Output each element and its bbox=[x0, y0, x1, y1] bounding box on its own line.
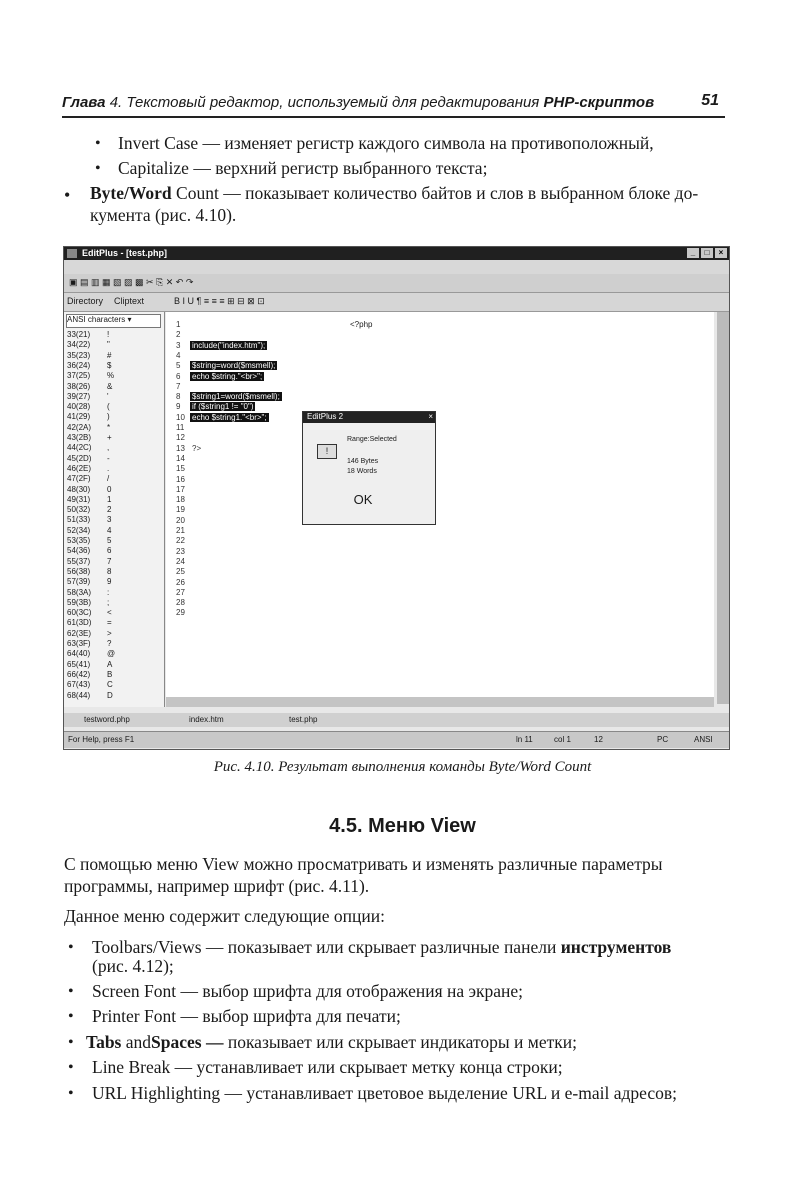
bullet-icon: • bbox=[68, 1008, 74, 1025]
list-item: Invert Case — изменяет регистр каждого символа на противоположный, bbox=[118, 133, 654, 153]
app-icon bbox=[67, 249, 77, 258]
char-code: 38(26) bbox=[67, 381, 91, 391]
char-glyph: ! bbox=[107, 330, 110, 339]
code-text: ?> bbox=[192, 443, 202, 453]
char-code: 60(3C) bbox=[67, 608, 92, 618]
char-code: 57(39) bbox=[67, 577, 91, 587]
line-number: 7 bbox=[176, 381, 181, 391]
char-glyph: < bbox=[107, 608, 112, 618]
char-code: 51(33) bbox=[67, 515, 91, 525]
char-glyph: @ bbox=[107, 649, 116, 659]
char-row[interactable] bbox=[67, 391, 109, 402]
bullet-icon: • bbox=[68, 1059, 74, 1076]
bullet-icon: • bbox=[64, 185, 71, 205]
char-code: 50(32) bbox=[67, 505, 91, 515]
line-number: 14 bbox=[176, 453, 185, 463]
status-count: 12 bbox=[594, 735, 603, 744]
char-glyph: % bbox=[107, 371, 115, 381]
char-row[interactable] bbox=[67, 525, 112, 536]
char-glyph: 2 bbox=[107, 505, 112, 515]
char-code: 35(23) bbox=[67, 350, 91, 360]
char-code: 64(40) bbox=[67, 649, 91, 659]
tab-test[interactable]: test.php bbox=[289, 715, 318, 724]
char-glyph: 1 bbox=[107, 494, 112, 504]
char-row[interactable] bbox=[67, 556, 112, 567]
bullet-icon: • bbox=[68, 983, 74, 1000]
line-number: 21 bbox=[176, 526, 185, 535]
char-code: 66(42) bbox=[67, 669, 91, 679]
char-code: 56(38) bbox=[67, 566, 91, 576]
char-row[interactable] bbox=[67, 505, 112, 515]
char-glyph: # bbox=[107, 350, 112, 360]
char-row[interactable] bbox=[67, 680, 113, 690]
status-help: For Help, press F1 bbox=[68, 735, 135, 744]
line-number: 28 bbox=[176, 598, 185, 608]
char-code: 41(29) bbox=[67, 412, 91, 422]
php-open-tag: <?php bbox=[350, 320, 373, 329]
char-code: 53(35) bbox=[67, 536, 91, 545]
char-glyph: $ bbox=[107, 360, 112, 370]
char-code: 44(2C) bbox=[67, 443, 92, 453]
char-glyph: A bbox=[107, 659, 113, 669]
char-glyph: 9 bbox=[107, 577, 112, 587]
char-row[interactable] bbox=[67, 618, 112, 628]
selected-code-line: if ($string1 != "0") bbox=[192, 402, 254, 412]
window-title: EditPlus - [test.php] bbox=[82, 248, 167, 258]
dialog-words: 18 Words bbox=[347, 468, 377, 475]
char-row[interactable] bbox=[67, 453, 110, 464]
line-number: 23 bbox=[176, 546, 185, 556]
option-item: Tabs andSpaces — показывает или скрывает индикаторы и метки; bbox=[86, 1032, 577, 1052]
char-code: 67(43) bbox=[67, 680, 91, 690]
line-number: 3 bbox=[176, 340, 181, 350]
char-glyph: C bbox=[107, 680, 113, 690]
char-row[interactable] bbox=[67, 536, 112, 546]
char-row[interactable] bbox=[67, 340, 110, 350]
cliptext-panel bbox=[64, 312, 165, 707]
list-item-byte-word: Byte/Word Count — показывает количество байтов и слов в выбранном блоке до- bbox=[90, 183, 699, 203]
char-glyph: 3 bbox=[107, 515, 112, 525]
option-item: Line Break — устанавливает или скрывает метку конца строки; bbox=[92, 1057, 563, 1077]
char-glyph: & bbox=[107, 381, 113, 391]
option-item: Toolbars/Views — показывает или скрывает различные панели инструментов bbox=[92, 937, 672, 957]
editor-area[interactable] bbox=[166, 312, 714, 697]
char-row[interactable] bbox=[67, 463, 110, 474]
char-glyph: ? bbox=[107, 639, 112, 648]
char-row[interactable] bbox=[67, 669, 113, 680]
section-title: 4.5. Меню View bbox=[329, 815, 476, 837]
char-code: 59(3B) bbox=[67, 597, 92, 607]
char-code: 58(3A) bbox=[67, 587, 92, 597]
cliptext-tab[interactable]: Cliptext bbox=[114, 296, 145, 306]
char-glyph: ( bbox=[107, 402, 110, 412]
char-glyph: * bbox=[107, 422, 111, 432]
selected-code-line: echo $string."<br>"; bbox=[192, 371, 263, 381]
char-glyph: / bbox=[107, 474, 110, 484]
char-row[interactable] bbox=[67, 474, 110, 484]
char-row[interactable] bbox=[67, 587, 110, 598]
figure-caption: Рис. 4.10. Результат выполнения команды Byte/Word Count bbox=[213, 759, 592, 775]
line-number: 26 bbox=[176, 577, 185, 587]
warning-icon: ! bbox=[317, 444, 337, 459]
line-number: 22 bbox=[176, 536, 185, 546]
line-number: 5 bbox=[176, 361, 181, 371]
editplus-screenshot bbox=[63, 246, 730, 750]
char-glyph: : bbox=[107, 587, 110, 597]
char-row[interactable] bbox=[67, 690, 113, 701]
char-code: 36(24) bbox=[67, 360, 91, 370]
line-number: 29 bbox=[176, 608, 185, 618]
char-glyph: > bbox=[107, 628, 112, 638]
char-row[interactable] bbox=[67, 515, 112, 525]
char-code: 52(34) bbox=[67, 525, 91, 535]
paragraph-line: С помощью меню View можно просматривать и изменять различные параметры bbox=[64, 854, 663, 874]
line-number: 1 bbox=[176, 320, 181, 329]
char-code: 62(3E) bbox=[67, 628, 92, 638]
vertical-scrollbar[interactable] bbox=[717, 312, 729, 704]
status-line: ln 11 bbox=[516, 735, 533, 744]
option-item: URL Highlighting — устанавливает цветовое выделение URL и e-mail адресов; bbox=[92, 1083, 678, 1103]
char-glyph: B bbox=[107, 669, 113, 679]
dialog-title: EditPlus 2 bbox=[303, 412, 435, 423]
line-number: 16 bbox=[176, 474, 185, 484]
char-row[interactable] bbox=[67, 597, 110, 608]
char-glyph: ) bbox=[107, 412, 110, 422]
line-number: 12 bbox=[176, 433, 185, 443]
char-row[interactable] bbox=[67, 422, 111, 433]
line-number: 18 bbox=[176, 495, 185, 505]
char-glyph: + bbox=[107, 433, 112, 442]
char-glyph: , bbox=[107, 443, 110, 453]
line-number: 10 bbox=[176, 412, 185, 422]
bullet-icon: • bbox=[95, 135, 101, 152]
char-row[interactable] bbox=[67, 608, 112, 618]
bullet-icon: • bbox=[68, 1034, 74, 1051]
option-item: Printer Font — выбор шрифта для печати; bbox=[92, 1006, 401, 1026]
char-glyph: - bbox=[107, 453, 110, 463]
char-row[interactable] bbox=[67, 381, 113, 392]
char-row[interactable] bbox=[67, 443, 110, 453]
selected-code-line: $string1=word($msmell); bbox=[192, 392, 280, 402]
char-glyph: " bbox=[107, 340, 110, 350]
char-code: 47(2F) bbox=[67, 474, 91, 484]
char-row[interactable] bbox=[67, 639, 112, 649]
char-code: 49(31) bbox=[67, 494, 91, 504]
chapter-title: Глава 4. Текстовый редактор, используемый для редактирования PHP-скриптов bbox=[62, 94, 655, 111]
char-code: 45(2D) bbox=[67, 453, 92, 463]
char-code: 63(3F) bbox=[67, 639, 91, 648]
dialog-close-icon[interactable]: × bbox=[428, 412, 433, 421]
char-glyph: 6 bbox=[107, 546, 112, 556]
char-row[interactable] bbox=[67, 546, 112, 556]
charset-select[interactable]: ANSI characters ▾ bbox=[66, 314, 161, 328]
char-glyph: 8 bbox=[107, 566, 112, 576]
char-row[interactable] bbox=[67, 649, 116, 659]
horizontal-scrollbar[interactable] bbox=[166, 697, 714, 707]
status-col: col 1 bbox=[554, 735, 571, 744]
line-number: 2 bbox=[176, 330, 181, 340]
status-encoding: ANSI bbox=[694, 735, 713, 744]
char-row[interactable] bbox=[67, 350, 112, 361]
char-code: 40(28) bbox=[67, 402, 91, 412]
char-row[interactable] bbox=[67, 360, 112, 371]
char-row[interactable] bbox=[67, 371, 115, 381]
directory-tab[interactable]: Directory bbox=[67, 296, 104, 306]
running-header bbox=[62, 92, 725, 118]
maximize-icon[interactable]: □ bbox=[701, 248, 713, 258]
char-glyph: = bbox=[107, 618, 112, 628]
line-number: 27 bbox=[176, 587, 185, 597]
line-number: 4 bbox=[176, 350, 181, 360]
close-icon[interactable]: × bbox=[715, 248, 727, 258]
char-row[interactable] bbox=[67, 412, 110, 422]
byte-word-dialog bbox=[302, 411, 436, 525]
char-code: 37(25) bbox=[67, 371, 91, 381]
format-icons[interactable]: B I U ¶ ≡ ≡ ≡ ⊞ ⊟ ⊠ ⊡ bbox=[174, 296, 265, 306]
char-row[interactable] bbox=[67, 494, 112, 505]
char-code: 55(37) bbox=[67, 556, 91, 566]
window-titlebar bbox=[64, 247, 729, 260]
bullet-icon: • bbox=[68, 1085, 74, 1102]
line-number: 17 bbox=[176, 484, 185, 494]
char-row[interactable] bbox=[67, 330, 110, 340]
document-tabs bbox=[64, 713, 729, 727]
paragraph-line: программы, например шрифт (рис. 4.11). bbox=[64, 876, 370, 896]
char-glyph: 0 bbox=[107, 484, 112, 494]
minimize-icon[interactable]: _ bbox=[687, 248, 699, 258]
char-glyph: 4 bbox=[107, 525, 112, 535]
char-code: 33(21) bbox=[67, 330, 91, 339]
line-number: 13 bbox=[176, 443, 185, 453]
char-glyph: 7 bbox=[107, 556, 112, 566]
tab-testword[interactable]: testword.php bbox=[84, 715, 130, 724]
line-number: 8 bbox=[176, 392, 181, 402]
dialog-range: Range:Selected bbox=[347, 436, 397, 443]
menu-bar bbox=[64, 260, 729, 274]
char-row[interactable] bbox=[67, 577, 112, 587]
char-code: 65(41) bbox=[67, 659, 91, 669]
char-code: 48(30) bbox=[67, 484, 91, 494]
line-number: 25 bbox=[176, 567, 185, 577]
dialog-bytes: 146 Bytes bbox=[347, 458, 379, 465]
char-code: 46(2E) bbox=[67, 463, 92, 473]
char-code: 42(2A) bbox=[67, 422, 92, 432]
line-number: 11 bbox=[176, 423, 185, 432]
char-glyph: 5 bbox=[107, 536, 112, 545]
selected-code-line: $string=word($msmell); bbox=[192, 361, 276, 371]
char-row[interactable] bbox=[67, 433, 112, 443]
line-number: 24 bbox=[176, 556, 185, 566]
list-item: Capitalize — верхний регистр выбранного текста; bbox=[118, 158, 488, 178]
line-number: 6 bbox=[176, 371, 181, 381]
char-glyph: ' bbox=[107, 391, 109, 401]
char-row[interactable] bbox=[67, 659, 113, 670]
char-code: 43(2B) bbox=[67, 433, 92, 442]
toolbar bbox=[64, 274, 729, 293]
char-code: 54(36) bbox=[67, 546, 91, 556]
line-number: 20 bbox=[176, 515, 185, 525]
char-row[interactable] bbox=[67, 402, 110, 412]
status-bar bbox=[64, 731, 729, 748]
page-number: 51 bbox=[701, 92, 719, 109]
selected-code-line: echo $string1."<br>"; bbox=[192, 412, 267, 422]
tab-index[interactable]: index.htm bbox=[189, 715, 224, 724]
char-code: 61(3D) bbox=[67, 618, 92, 628]
line-number: 9 bbox=[176, 402, 181, 412]
char-glyph: D bbox=[107, 690, 113, 700]
bullet-icon: • bbox=[68, 939, 74, 956]
list-item-continuation: кумента (рис. 4.10). bbox=[90, 205, 237, 225]
line-number: 15 bbox=[176, 464, 185, 474]
char-row[interactable] bbox=[67, 628, 112, 639]
char-glyph: . bbox=[107, 463, 110, 473]
bullet-icon: • bbox=[95, 160, 101, 177]
format-toolbar bbox=[64, 293, 729, 312]
option-item-continuation: (рис. 4.12); bbox=[92, 956, 174, 976]
line-number: 19 bbox=[176, 505, 185, 515]
char-row[interactable] bbox=[67, 566, 112, 577]
paragraph: Данное меню содержит следующие опции: bbox=[64, 906, 385, 926]
char-code: 68(44) bbox=[67, 690, 91, 700]
ok-button[interactable]: OK bbox=[353, 492, 373, 507]
char-row[interactable] bbox=[67, 484, 112, 495]
status-pc: PC bbox=[657, 735, 669, 744]
selected-code-line: include("index.htm"); bbox=[192, 340, 266, 350]
toolbar-icons[interactable]: ▣ ▤ ▥ ▦ ▧ ▨ ▩ ✂ ⎘ ✕ ↶ ↷ bbox=[69, 277, 194, 287]
char-code: 34(22) bbox=[67, 340, 91, 350]
option-item: Screen Font — выбор шрифта для отображения на экране; bbox=[92, 981, 524, 1001]
char-code: 39(27) bbox=[67, 391, 91, 401]
char-glyph: ; bbox=[107, 597, 110, 607]
